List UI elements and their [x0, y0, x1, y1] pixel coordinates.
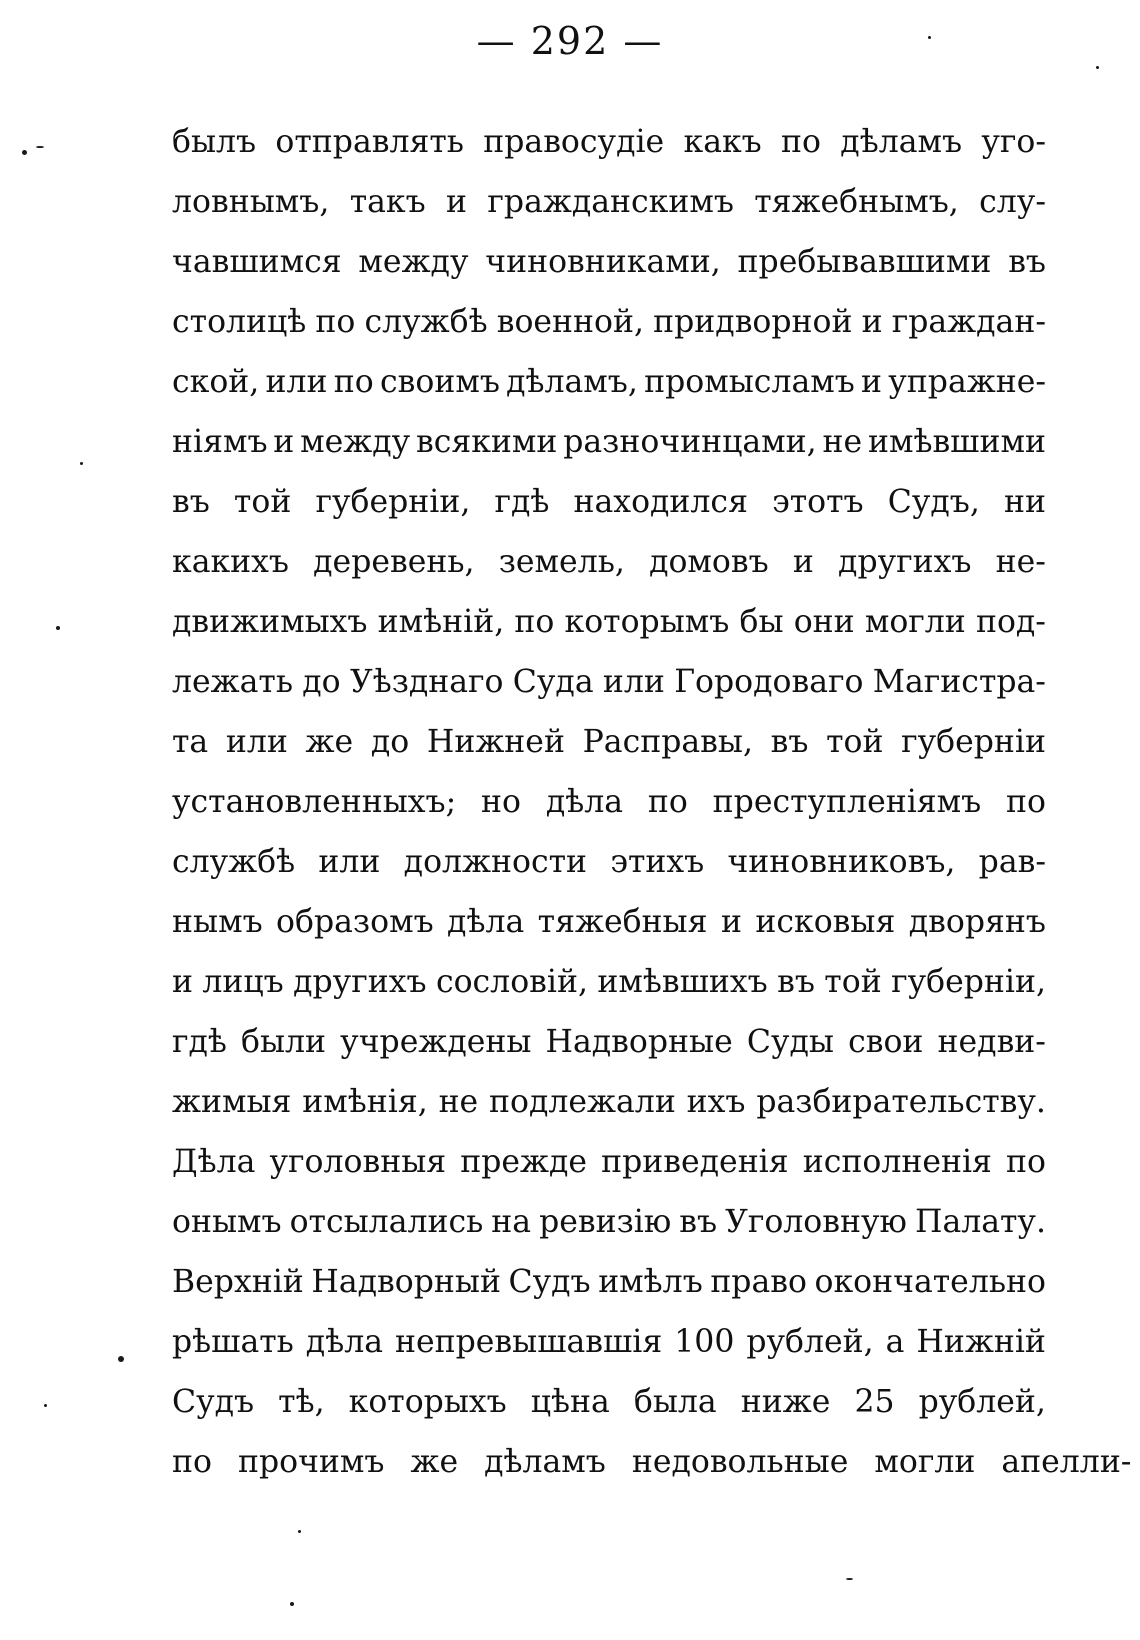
word: гдѣ [172, 1024, 227, 1060]
word: ни [1003, 484, 1046, 520]
word: движимыхъ [172, 604, 368, 640]
text-line [172, 832, 1046, 892]
word: рав- [978, 844, 1046, 880]
text-line [172, 532, 1046, 592]
word: въ [1008, 244, 1046, 280]
scan-speck [22, 150, 27, 155]
word: имѣнія, [302, 1084, 428, 1120]
scan-speck [298, 1530, 301, 1533]
text-line [172, 412, 1046, 472]
body-text [172, 112, 1132, 1492]
word: по [172, 1444, 212, 1480]
word: свои [848, 1024, 924, 1060]
word: и [446, 184, 468, 220]
word: и [861, 304, 883, 340]
word: по [315, 304, 356, 340]
word: дѣла [305, 1324, 383, 1360]
word: тяжебныя [537, 904, 708, 940]
word: той [233, 484, 292, 520]
word: они [793, 604, 855, 640]
word: между [358, 244, 469, 280]
scan-speck [290, 1602, 294, 1606]
word: подлежали [489, 1084, 676, 1120]
word: но [481, 784, 522, 820]
word: же [305, 724, 354, 760]
text-line [172, 772, 1046, 832]
word: апелли- [1001, 1444, 1132, 1480]
word: промысламъ [644, 364, 855, 400]
word: Магистра- [872, 664, 1046, 700]
text-line [172, 1432, 1132, 1492]
text-line [172, 1372, 1046, 1432]
word: Суды [746, 1024, 834, 1060]
word: былъ [172, 124, 257, 160]
word: рублей, [746, 1324, 874, 1360]
word: ніямъ [172, 424, 268, 460]
word: по [1006, 784, 1046, 820]
scan-speck [1096, 66, 1099, 69]
word: слу- [979, 184, 1046, 220]
word: и [273, 424, 295, 460]
word: чиновниками, [485, 244, 721, 280]
word: разночинцами, [563, 424, 817, 460]
word: дѣламъ [840, 124, 963, 160]
scan-speck [36, 146, 44, 148]
word: пребывавшими [737, 244, 992, 280]
word: по [781, 124, 821, 160]
word: исполненія [802, 1144, 992, 1180]
word: этотъ [772, 484, 864, 520]
word: Расправы, [582, 724, 753, 760]
word: чиновниковъ, [727, 844, 956, 880]
word: Надворные [545, 1024, 733, 1060]
word: прочимъ [237, 1444, 385, 1480]
word: а [885, 1324, 905, 1360]
word: под- [975, 604, 1046, 640]
word: дѣламъ [484, 1444, 606, 1480]
word: рублей, [918, 1384, 1046, 1420]
word: были [241, 1024, 327, 1060]
text-line [172, 712, 1046, 772]
word: нымъ [172, 904, 263, 940]
word: Дѣла [172, 1144, 256, 1180]
word: до [370, 724, 410, 760]
text-line [172, 112, 1046, 172]
word: Верхній [172, 1264, 304, 1300]
word: же [410, 1444, 459, 1480]
word: какъ [683, 124, 762, 160]
word: и [792, 544, 814, 580]
word: или [318, 844, 381, 880]
word: прежде [460, 1144, 588, 1180]
word: ихъ [686, 1084, 746, 1120]
word: гдѣ [494, 484, 550, 520]
word: столицѣ [172, 304, 307, 340]
word: непревышавшія [394, 1324, 663, 1360]
word: которыхъ [348, 1384, 507, 1420]
word: не [438, 1084, 479, 1120]
scan-speck [846, 1578, 853, 1580]
word: исковыя [755, 904, 896, 940]
text-line [172, 292, 1046, 352]
word: другихъ [293, 964, 427, 1000]
word: своимъ [380, 364, 500, 400]
word: на [491, 1204, 532, 1240]
word: ниже [740, 1384, 831, 1420]
word: сословій, [435, 964, 588, 1000]
word: всякими [415, 424, 558, 460]
word: имѣвшихъ [597, 964, 768, 1000]
word: дѣла [447, 904, 525, 940]
word: правосудіе [483, 124, 665, 160]
word: приведенія [601, 1144, 789, 1180]
word: учреждены [340, 1024, 532, 1060]
word: имѣлъ [598, 1264, 703, 1300]
word: Судъ [172, 1384, 255, 1420]
word: и [172, 964, 193, 1000]
word: губерніи, [891, 964, 1046, 1000]
word: рѣшать [172, 1324, 294, 1360]
text-line [172, 592, 1046, 652]
word: онымъ [172, 1204, 282, 1240]
word: установленныхъ; [172, 784, 457, 820]
word: чавшимся [172, 244, 342, 280]
word: и [861, 364, 883, 400]
word: такъ [349, 184, 426, 220]
word: 25 [854, 1384, 895, 1420]
word: тѣ, [278, 1384, 325, 1420]
word: Нижній [916, 1324, 1046, 1360]
text-line [172, 1072, 1046, 1132]
word: въ [777, 964, 815, 1000]
page-number: — 292 — [476, 19, 664, 63]
word: гражданскимъ [487, 184, 734, 220]
word: и [720, 904, 742, 940]
word: губерніи [901, 724, 1046, 760]
text-line [172, 952, 1046, 1012]
word: Судъ, [887, 484, 980, 520]
scan-speck [118, 1356, 124, 1362]
word: Нижней [426, 724, 565, 760]
text-line [172, 1312, 1046, 1372]
word: по [514, 604, 555, 640]
word: въ [172, 484, 210, 520]
word: или [265, 364, 328, 400]
word: дѣла [545, 784, 624, 820]
word: разбирательству. [756, 1084, 1046, 1120]
word: которымъ [564, 604, 730, 640]
text-line [172, 892, 1046, 952]
word: какихъ [172, 544, 289, 580]
word: той [826, 724, 884, 760]
word: была [633, 1384, 717, 1420]
text-line [172, 1132, 1046, 1192]
word: ской, [172, 364, 260, 400]
word: могли [864, 604, 966, 640]
word: Судъ [508, 1264, 591, 1300]
word: придворной [653, 304, 853, 340]
word: Палату. [914, 1204, 1046, 1240]
scan-speck [928, 36, 931, 39]
word: недовольные [631, 1444, 849, 1480]
word: дѣламъ, [506, 364, 638, 400]
word: должности [403, 844, 588, 880]
word: лицъ [202, 964, 284, 1000]
word: 100 [674, 1324, 735, 1360]
word: та [172, 724, 209, 760]
word: Уголовную [725, 1204, 907, 1240]
word: службѣ [364, 304, 488, 340]
word: службѣ [172, 844, 296, 880]
word: имѣній, [377, 604, 505, 640]
word: между [300, 424, 411, 460]
word: другихъ [838, 544, 972, 580]
word: образомъ [276, 904, 434, 940]
word: не [822, 424, 863, 460]
word: отправлять [275, 124, 464, 160]
word: преступленіямъ [712, 784, 982, 820]
word: цѣна [530, 1384, 610, 1420]
scan-speck [44, 1404, 47, 1407]
scan-speck [56, 626, 60, 630]
text-line [172, 232, 1046, 292]
word: уголовныя [269, 1144, 447, 1180]
word: Надворный [311, 1264, 501, 1300]
word: ловнымъ, [172, 184, 330, 220]
word: или [225, 724, 288, 760]
text-line [172, 172, 1046, 232]
word: домовъ [649, 544, 769, 580]
text-line [172, 1192, 1046, 1252]
word: бы [739, 604, 784, 640]
word: уго- [981, 124, 1046, 160]
word: находился [573, 484, 748, 520]
word: Уѣзднаго [349, 664, 504, 700]
word: по [647, 784, 688, 820]
word: той [824, 964, 882, 1000]
scan-speck [80, 462, 83, 465]
word: деревень, [313, 544, 475, 580]
word: Суда [512, 664, 594, 700]
word: или [602, 664, 665, 700]
word: ревизію [539, 1204, 672, 1240]
word: не- [995, 544, 1046, 580]
word: въ [679, 1204, 718, 1240]
word: право [710, 1264, 807, 1300]
word: этихъ [610, 844, 705, 880]
word: упражне- [888, 364, 1046, 400]
text-line [172, 472, 1046, 532]
word: жимыя [172, 1084, 292, 1120]
word: граждан- [891, 304, 1046, 340]
word: до [302, 664, 341, 700]
text-line [172, 1012, 1046, 1072]
word: тяжебнымъ, [754, 184, 959, 220]
word: земель, [498, 544, 625, 580]
word: имѣвшими [867, 424, 1046, 460]
word: въ [770, 724, 809, 760]
word: Городоваго [674, 664, 864, 700]
word: дворянъ [908, 904, 1046, 940]
word: отсылались [289, 1204, 484, 1240]
word: окончательно [814, 1264, 1046, 1300]
word: по [333, 364, 374, 400]
word: военной, [496, 304, 645, 340]
word: лежать [172, 664, 293, 700]
text-line [172, 352, 1046, 412]
word: недви- [937, 1024, 1046, 1060]
text-line [172, 652, 1046, 712]
word: могли [874, 1444, 976, 1480]
word: по [1005, 1144, 1046, 1180]
word: губерніи, [315, 484, 471, 520]
text-line [172, 1252, 1046, 1312]
